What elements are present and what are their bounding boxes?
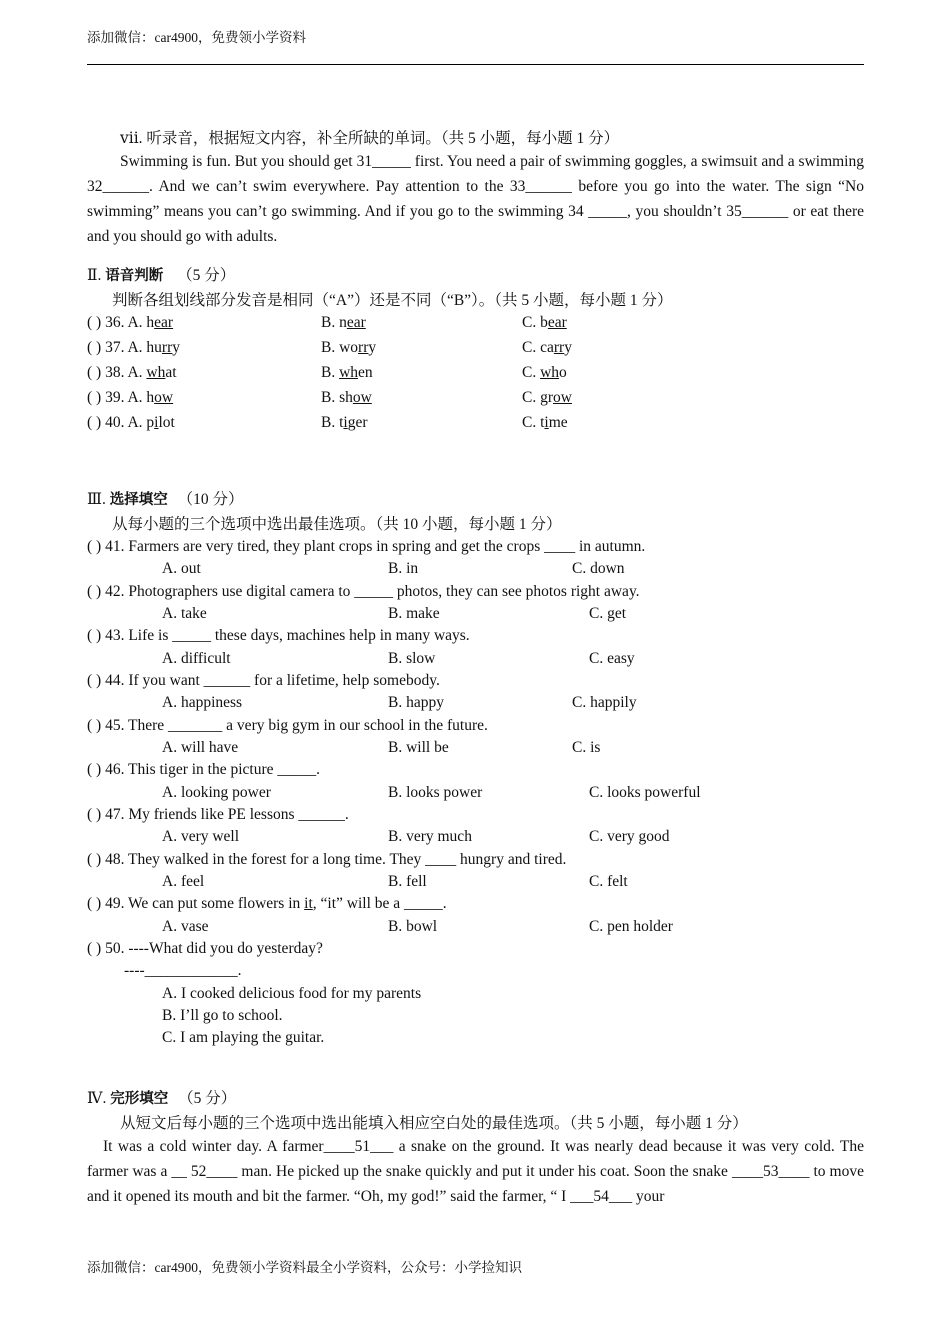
option-b: B. I’ll go to school. [162,1007,283,1024]
option-c: C. looks powerful [589,784,701,801]
option-b-pre: B. t [321,414,344,431]
option-a: A. happiness [162,694,243,711]
question [87,895,447,913]
question-text: ( ) 49. We can put some flowers in [87,895,305,912]
question: ( ) 42. Photographers use digital camera to _____ photos, they can see photos right away. [87,583,640,600]
section7-heading: ⅶ. 听录音，根据短文内容，补全所缺的单词。（共 5 小题，每小题 1 分） [120,130,620,147]
section4-heading [87,1086,236,1108]
option-c: C. is [572,739,601,756]
option-a: A. will have [162,739,239,756]
option-c: C. easy [589,650,635,667]
option-c: C. happily [572,694,637,711]
section4-title: 完形填空 [110,1091,169,1107]
option-a-pre: h [146,314,155,331]
section3-instruction: 从每小题的三个选项中选出最佳选项。（共 10 小题，每小题 1 分） [112,516,562,533]
header-rule [87,64,864,65]
section3-score: （10 分） [177,491,244,508]
option-b-pre: B. n [321,314,347,331]
option-a: A. I cooked delicious food for my parents [162,985,422,1002]
underline-part: i [544,414,549,431]
option-b: B. happy [388,694,444,711]
item-number: ( ) 37. A. [87,339,147,356]
option-a: A. out [162,560,201,577]
option-c: C. pen holder [589,918,673,935]
section3-title: 选择填空 [109,492,168,508]
underline-part: rr [161,339,173,356]
underline-part: it [304,895,313,912]
underline-part: wh [339,364,359,381]
underline-part: i [154,414,159,431]
section4-num: Ⅳ. [87,1090,107,1107]
option-b-pre: B. wo [321,339,359,356]
page-footer: 添加微信：car4900，免费领小学资料最全小学资料，公众号：小学捡知识 [87,1260,522,1275]
list-item [87,414,175,432]
list-item [87,339,180,357]
option-a-post: lot [158,414,175,431]
option-a: A. take [162,605,207,622]
section4-paragraph: It was a cold winter day. A farmer____51___ a snake on the ground. It was nearly dead because it was very cold. The farmer was a __ 52____ man. He picked up the snake quickly and put it under his coat. Soon the snake ____53____ to move and it opened its mouth and bit the farmer. “Oh, my god!” said the farmer, “ I ___54___ your [87,1138,864,1205]
option-c-pre: C. ca [522,339,554,356]
option-c [522,414,568,432]
option-a-pre: p [146,414,155,431]
option-a-pre: hu [146,339,162,356]
option-a: A. feel [162,873,205,890]
option-b [321,414,368,432]
underline-part: rr [553,339,565,356]
option-a-post: at [165,364,177,381]
underline-part: ow [154,389,174,406]
option-c: C. down [572,560,625,577]
option-c-pre: C. b [522,314,548,331]
option-c-post: o [559,364,567,381]
option-b-pre: B. [321,364,340,381]
option-a-post: y [172,339,180,356]
option-a-pre: h [146,389,155,406]
question: ( ) 48. They walked in the forest for a long time. They ____ hungry and tired. [87,851,567,868]
section7-paragraph: Swimming is fun. But you should get 31_____ first. You need a pair of swimming goggles, a swimsuit and a swimming 32______. And we can’t swim everywhere. Pay attention to the 33______ before you go into the water. The sign “No swimming” means you can’t go swimming. And if you go to the swimming 34 _____, you shouldn’t 35______ or eat there and you should go with adults. [87,153,864,245]
section2-title: 语音判断 [105,268,164,284]
option-b: B. very much [388,828,472,845]
section2-num: Ⅱ. [87,267,102,284]
option-b-post: ger [347,414,368,431]
option-c [522,339,572,357]
list-item [87,389,173,407]
list-item [87,364,177,382]
option-b-post: en [358,364,373,381]
option-c-pre: C. [522,364,541,381]
section2-instruction: 判断各组划线部分发音是相同（“A”）还是不同（“B”）。（共 5 小题，每小题 1 分） [112,292,673,309]
option-b: B. will be [388,739,449,756]
question: ( ) 47. My friends like PE lessons ______. [87,806,349,823]
question: ( ) 41. Farmers are very tired, they plant crops in spring and get the crops ____ in autumn. [87,538,646,555]
question: ( ) 45. There _______ a very big gym in our school in the future. [87,717,488,734]
underline-part: ear [547,314,567,331]
option-c: C. felt [589,873,628,890]
underline-part: wh [540,364,560,381]
underline-part: wh [146,364,166,381]
option-c-post: y [564,339,572,356]
answer-blank: ----____________. [124,962,242,979]
option-c [522,364,567,382]
underline-part: ow [352,389,372,406]
item-number: ( ) 38. A. [87,364,147,381]
option-b: B. make [388,605,440,622]
option-c: C. very good [589,828,670,845]
question-text: , “it” will be a _____. [312,895,447,912]
option-a: A. difficult [162,650,231,667]
underline-part: rr [358,339,369,356]
section4-instruction: 从短文后每小题的三个选项中选出能填入相应空白处的最佳选项。（共 5 小题，每小题 1 分） [120,1115,748,1132]
option-c-post: me [548,414,568,431]
option-c-pre: C. t [522,414,545,431]
underline-part: ear [346,314,366,331]
option-a: A. very well [162,828,240,845]
option-b [321,314,366,332]
option-b: B. looks power [388,784,483,801]
option-b-post: y [368,339,377,356]
item-number: ( ) 40. A. [87,414,147,431]
option-c [522,314,567,332]
option-c: C. I am playing the guitar. [162,1029,325,1046]
option-a: A. vase [162,918,209,935]
underline-part: ear [154,314,174,331]
section3-num: Ⅲ. [87,491,106,508]
option-b: B. fell [388,873,427,890]
option-b: B. bowl [388,918,438,935]
option-b [321,364,373,382]
option-b [321,339,376,357]
section2-heading [87,263,235,285]
option-a: A. looking power [162,784,271,801]
item-number: ( ) 36. A. [87,314,147,331]
underline-part: ow [553,389,572,406]
question: ( ) 46. This tiger in the picture _____. [87,761,321,778]
option-b-pre: B. sh [321,389,353,406]
question: ( ) 50. ----What did you do yesterday? [87,940,323,957]
item-number: ( ) 39. A. [87,389,147,406]
section4-score: （5 分） [178,1090,237,1107]
option-c: C. get [589,605,627,622]
underline-part: i [343,414,348,431]
option-b: B. in [388,560,419,577]
option-c [522,389,572,407]
question: ( ) 43. Life is _____ these days, machines help in many ways. [87,627,470,644]
section3-heading [87,487,243,509]
option-b: B. slow [388,650,436,667]
page-header: 添加微信：car4900，免费领小学资料 [87,30,306,45]
list-item [87,314,173,332]
option-b [321,389,372,407]
question: ( ) 44. If you want ______ for a lifetime, help somebody. [87,672,440,689]
option-c-pre: C. gr [522,389,553,406]
section2-score: （5 分） [177,267,236,284]
